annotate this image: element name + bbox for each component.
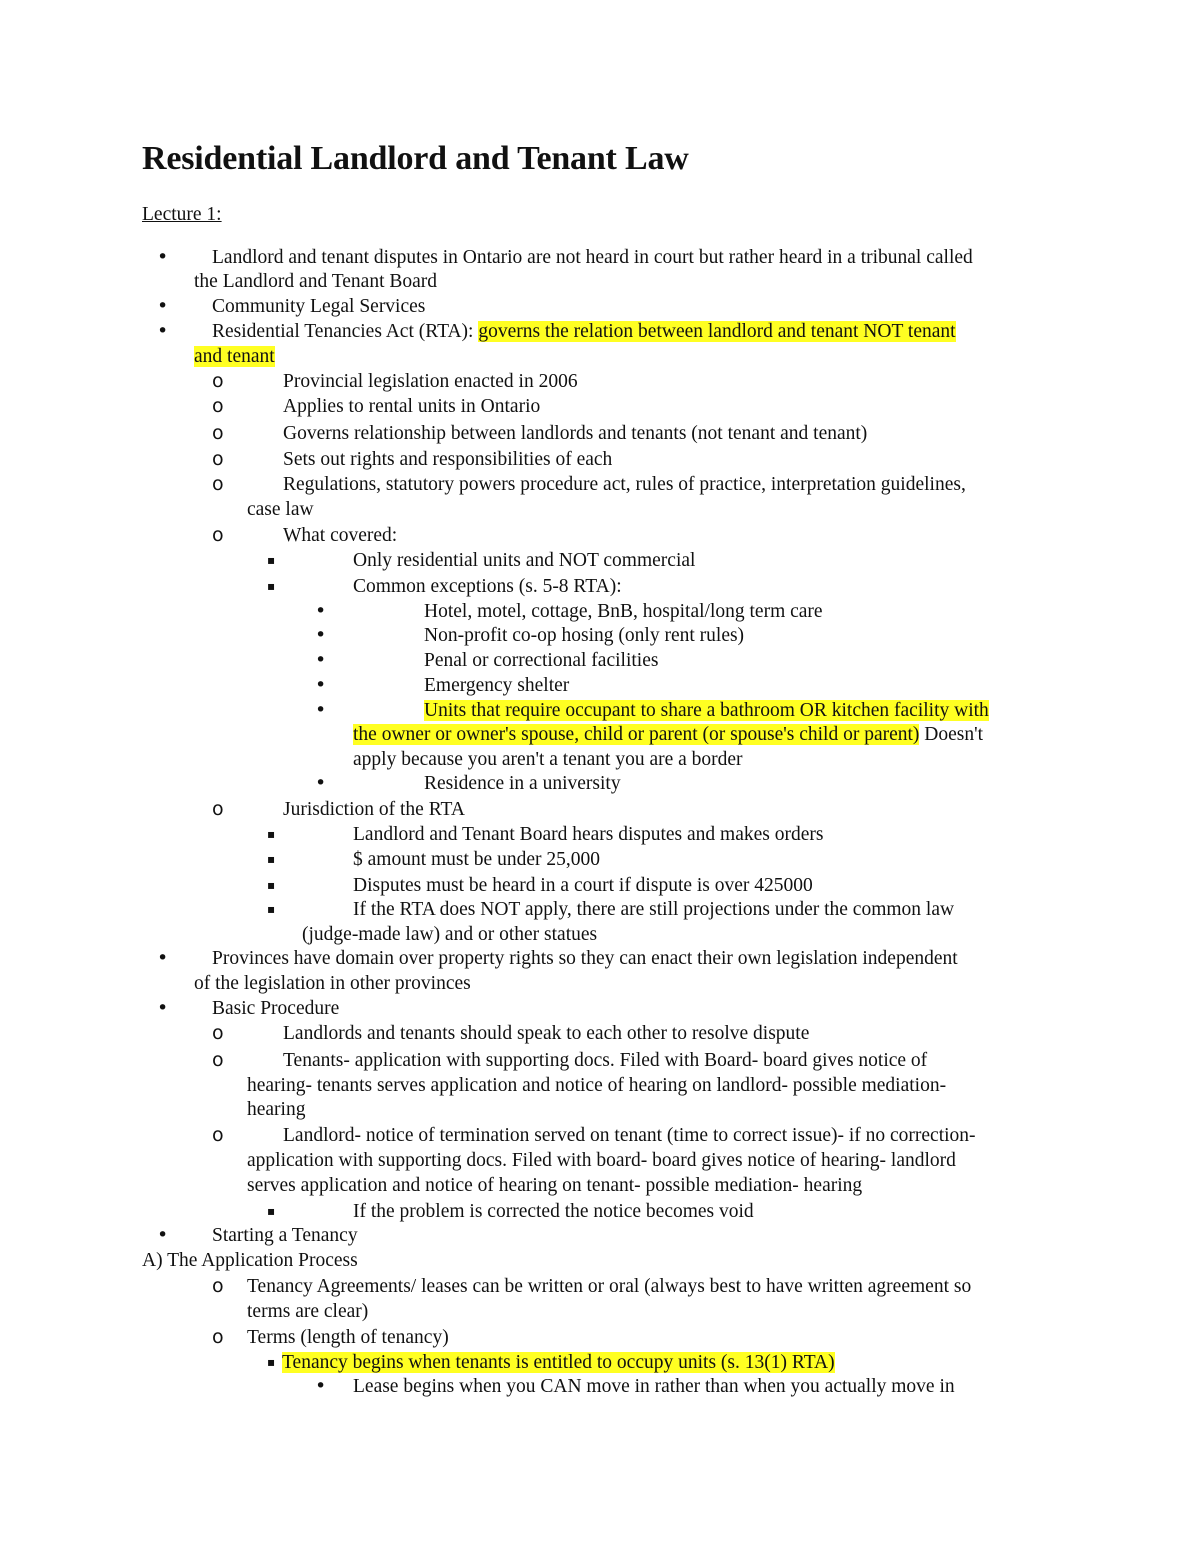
bullet-circle: o (212, 395, 224, 417)
list-item: Only residential units and NOT commercial (353, 550, 696, 571)
list-item: Emergency shelter (424, 675, 570, 696)
bullet-circle: o (212, 422, 224, 444)
list-item: Non-profit co-op hosing (only rent rules) (424, 625, 745, 646)
list-item: Landlord and Tenant Board hears disputes and makes orders (353, 824, 824, 845)
bullet-circle: o (212, 448, 224, 470)
bullet-circle: o (212, 798, 224, 820)
highlighted-text: and tenant (194, 346, 275, 367)
highlighted-text: Units that require occupant to share a bathroom OR kitchen facility with (424, 700, 989, 721)
document-title: Residential Landlord and Tenant Law (142, 140, 689, 177)
list-item: Residence in a university (424, 773, 621, 794)
list-item: Community Legal Services (212, 296, 426, 317)
list-item: Jurisdiction of the RTA (283, 799, 465, 820)
list-item-cont (194, 344, 275, 369)
list-item: Penal or correctional facilities (424, 650, 659, 671)
list-item-cont: hearing (247, 1099, 306, 1120)
list-item: Tenants- application with supporting docs. Filed with Board- board gives notice of (283, 1050, 928, 1071)
bullet-circle: o (212, 1022, 224, 1044)
bullet-dot: • (157, 295, 169, 317)
bullet-dot: • (315, 772, 327, 794)
bullet-dot: • (315, 674, 327, 696)
list-item: Landlords and tenants should speak to each other to resolve dispute (283, 1023, 810, 1044)
list-item: Tenancy Agreements/ leases can be written or oral (always best to have written agreement so (247, 1276, 972, 1297)
list-item: Disputes must be heard in a court if dispute is over 425000 (353, 875, 813, 896)
list-item (282, 1350, 835, 1375)
bullet-dot: • (157, 1224, 169, 1246)
bullet-square: ▪ (267, 579, 276, 593)
list-item: Regulations, statutory powers procedure act, rules of practice, interpretation guidelines, (283, 474, 966, 495)
list-item-cont: (judge-made law) and or other statues (302, 924, 598, 945)
bullet-dot: • (315, 624, 327, 646)
bullet-square: ▪ (267, 1204, 276, 1218)
highlighted-text: the owner or owner's spouse, child or parent (or spouse's child or parent) (353, 724, 920, 745)
list-item: Landlord- notice of termination served on tenant (time to correct issue)- if no correction- (283, 1125, 976, 1146)
list-item: Terms (length of tenancy) (247, 1327, 449, 1348)
list-item: Sets out rights and responsibilities of each (283, 449, 613, 470)
list-item: Basic Procedure (212, 998, 340, 1019)
bullet-square: ▪ (267, 1355, 276, 1369)
list-item: Lease begins when you CAN move in rather than when you actually move in (353, 1376, 955, 1397)
list-item-cont: case law (247, 499, 314, 520)
bullet-dot: • (315, 600, 327, 622)
bullet-dot: • (315, 699, 327, 721)
item-text: Doesn't (919, 724, 984, 745)
bullet-circle: o (212, 473, 224, 495)
list-item-cont: of the legislation in other provinces (194, 973, 471, 994)
list-item: Governs relationship between landlords and tenants (not tenant and tenant) (283, 423, 868, 444)
bullet-square: ▪ (267, 827, 276, 841)
list-item (212, 319, 956, 344)
bullet-circle: o (212, 1049, 224, 1071)
bullet-square: ▪ (267, 878, 276, 892)
list-item (424, 698, 989, 723)
list-item: Hotel, motel, cottage, BnB, hospital/long term care (424, 601, 823, 622)
list-item-cont: application with supporting docs. Filed with board- board gives notice of hearing- landlord (247, 1150, 956, 1171)
bullet-dot: • (315, 1375, 327, 1397)
list-item: Applies to rental units in Ontario (283, 396, 541, 417)
lecture-heading: Lecture 1: (142, 204, 222, 225)
bullet-square: ▪ (267, 852, 276, 866)
bullet-dot: • (315, 649, 327, 671)
bullet-dot: • (157, 997, 169, 1019)
bullet-dot: • (157, 947, 169, 969)
list-item-cont: serves application and notice of hearing on tenant- possible mediation- hearing (247, 1175, 863, 1196)
list-item: Common exceptions (s. 5-8 RTA): (353, 576, 622, 597)
list-item: $ amount must be under 25,000 (353, 849, 600, 870)
item-text: Residential Tenancies Act (RTA): (212, 321, 479, 342)
bullet-circle: o (212, 1275, 224, 1297)
list-item-cont: hearing- tenants serves application and notice of hearing on landlord- possible mediation- (247, 1075, 947, 1096)
list-item-cont: terms are clear) (247, 1301, 369, 1322)
bullet-square: ▪ (267, 902, 276, 916)
list-item-cont: apply because you aren't a tenant you are a border (353, 749, 743, 770)
list-item: Provinces have domain over property rights so they can enact their own legislation independent (212, 948, 958, 969)
list-item-cont (353, 722, 983, 747)
list-item-cont: the Landlord and Tenant Board (194, 271, 438, 292)
bullet-circle: o (212, 370, 224, 392)
list-item: If the problem is corrected the notice becomes void (353, 1201, 754, 1222)
bullet-dot: • (157, 246, 169, 268)
bullet-square: ▪ (267, 553, 276, 567)
highlighted-text: governs the relation between landlord and tenant NOT tenant (478, 321, 956, 342)
list-item: Starting a Tenancy (212, 1225, 358, 1246)
bullet-dot: • (157, 320, 169, 342)
list-item: Landlord and tenant disputes in Ontario are not heard in court but rather heard in a tribunal called (212, 247, 973, 268)
list-item: If the RTA does NOT apply, there are still projections under the common law (353, 899, 955, 920)
list-item: Provincial legislation enacted in 2006 (283, 371, 578, 392)
bullet-circle: o (212, 1124, 224, 1146)
bullet-circle: o (212, 524, 224, 546)
highlighted-text: Tenancy begins when tenants is entitled to occupy units (s. 13(1) RTA) (282, 1352, 835, 1373)
list-item: What covered: (283, 525, 398, 546)
section-heading: A) The Application Process (142, 1250, 358, 1271)
bullet-circle: o (212, 1326, 224, 1348)
